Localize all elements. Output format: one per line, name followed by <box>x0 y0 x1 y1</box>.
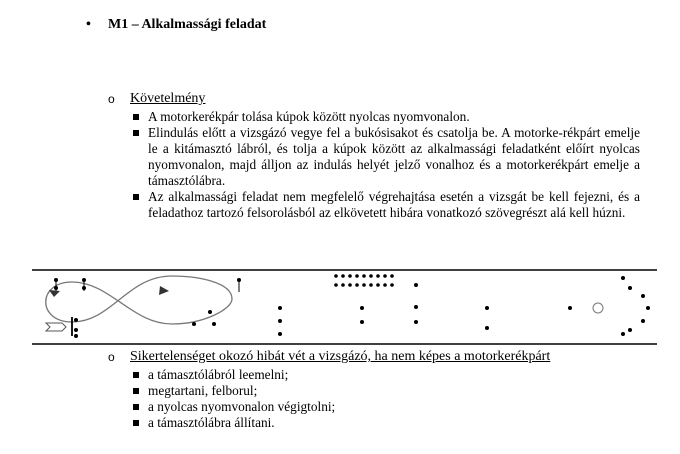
direction-arrow <box>159 286 169 295</box>
start-position-icon <box>46 323 66 331</box>
heading-text: M1 – Alkalmassági feladat <box>108 17 267 32</box>
cone <box>485 306 489 310</box>
cone <box>369 274 373 278</box>
cone <box>348 274 352 278</box>
cone <box>414 283 418 287</box>
cone <box>641 319 645 323</box>
cone <box>383 274 387 278</box>
cone <box>362 274 366 278</box>
cone <box>641 294 645 298</box>
cone <box>341 283 345 287</box>
cone <box>341 274 345 278</box>
cone <box>414 305 418 309</box>
cone <box>628 286 632 290</box>
requirements-label: Követelmény <box>130 91 206 106</box>
figure-eight-course-diagram <box>32 264 657 346</box>
requirement-item: Elindulás előtt a vizsgázó vegye fel a bukósisakot és csatolja be. A motorke-rékpárt emelje le a kitámasztó lábról, és tolja a kúpok között az alkalmassági feladatként előírt nyolcas nyomvonalon, majd álljon az indulás helyét jelző vonalhoz és a motorkerékpárt emelje a támasztólábra. <box>132 125 640 189</box>
cone <box>621 332 625 336</box>
failure-item: a támasztólábról leemelni; <box>132 367 612 383</box>
cone <box>278 306 282 310</box>
cone <box>278 319 282 323</box>
cone <box>278 332 282 336</box>
cone <box>334 283 338 287</box>
failure-item: a támasztólábra állítani. <box>132 415 612 431</box>
failure-item: megtartani, felborul; <box>132 383 612 399</box>
cone-rows <box>334 274 394 287</box>
cone <box>628 328 632 332</box>
direction-arrow <box>49 290 60 297</box>
cone <box>485 326 489 330</box>
cone <box>376 283 380 287</box>
cone <box>376 274 380 278</box>
lane-cones <box>278 276 650 336</box>
loop-cones <box>192 278 241 326</box>
cone <box>192 322 196 326</box>
cone <box>74 318 78 322</box>
cone <box>621 276 625 280</box>
marker-circle <box>593 303 603 313</box>
figure-eight-track <box>46 276 232 324</box>
cone <box>414 320 418 324</box>
cone <box>355 274 359 278</box>
cone <box>369 283 373 287</box>
cone <box>390 283 394 287</box>
cone <box>360 320 364 324</box>
cone <box>383 283 387 287</box>
cone <box>74 328 78 332</box>
cone <box>212 322 216 326</box>
failures-marker: o <box>108 350 115 364</box>
failures-list <box>132 367 612 431</box>
start-cones <box>54 278 86 338</box>
requirement-item: Az alkalmassági feladat nem megfelelő végrehajtása esetén a vizsgát be kell fejezni, és a feladathoz tartozó felsorolásból az elkövetett hibára vonatkozó szövegrészt alá kell húzni. <box>132 189 640 221</box>
failure-item: a nyolcas nyomvonalon végigtolni; <box>132 399 612 415</box>
cone <box>348 283 352 287</box>
requirements-list <box>132 109 640 221</box>
cone <box>334 274 338 278</box>
cone <box>568 306 572 310</box>
cone <box>362 283 366 287</box>
failures-label: Sikertelenséget okozó hibát vét a vizsgázó, ha nem képes a motorkerékpárt <box>130 349 551 364</box>
cone <box>360 306 364 310</box>
cone <box>390 274 394 278</box>
requirements-marker: o <box>108 92 115 106</box>
cone <box>355 283 359 287</box>
requirement-item: A motorkerékpár tolása kúpok között nyolcas nyomvonalon. <box>132 109 640 125</box>
cone <box>646 306 650 310</box>
cone <box>208 310 212 314</box>
heading-bullet: • <box>86 17 91 32</box>
cone <box>74 334 78 338</box>
